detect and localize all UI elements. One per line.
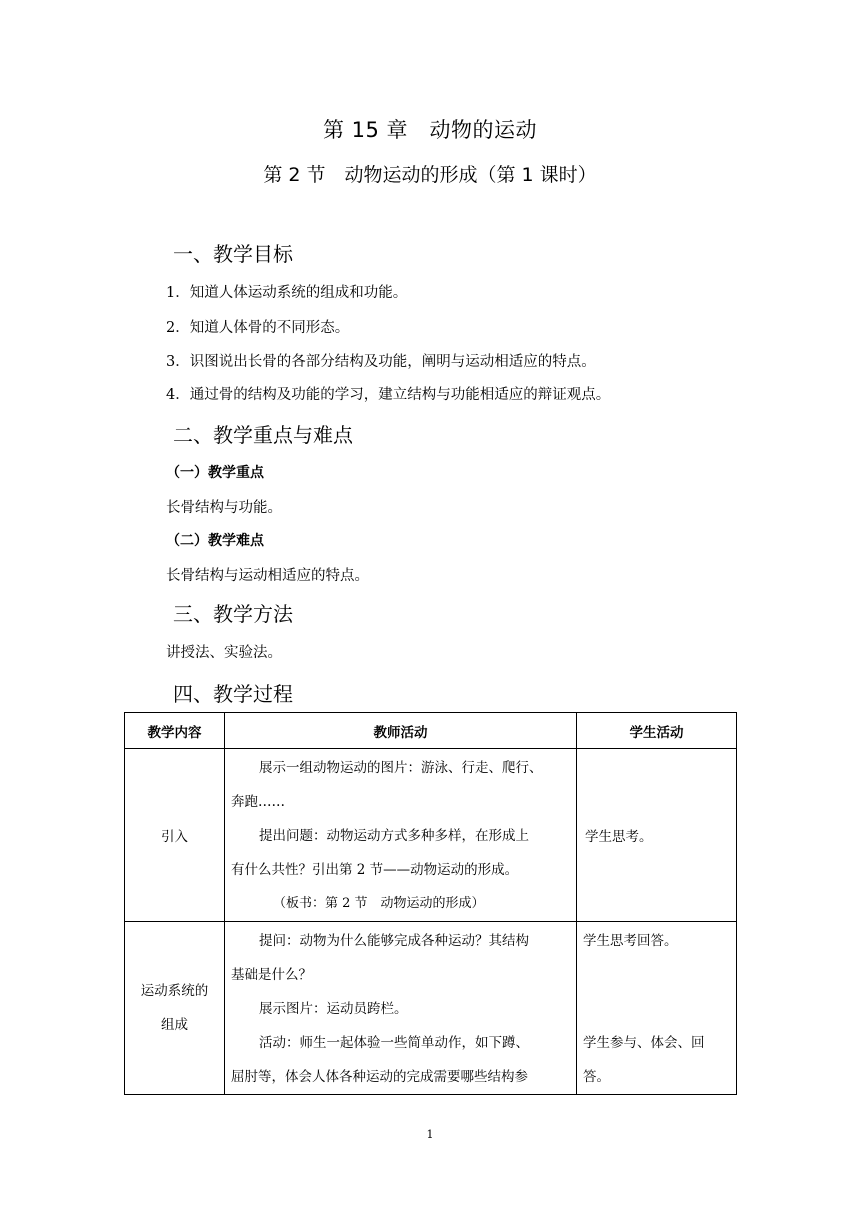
section-title: 第 2 节 动物运动的形成（第 1 课时） <box>263 164 597 186</box>
teacher-line: 活动：师生一起体验一些简单动作，如下蹲、 <box>259 1035 529 1051</box>
table-row <box>125 749 737 922</box>
student-line: 答。 <box>583 1069 610 1085</box>
teaching-process-table <box>124 712 737 1095</box>
student-line: 学生参与、体会、回 <box>583 1035 705 1051</box>
teacher-line: 展示图片：运动员跨栏。 <box>259 1001 408 1017</box>
subheading-difficulty: （二）教学难点 <box>166 533 264 549</box>
objective-item: 2．知道人体骨的不同形态。 <box>166 320 350 336</box>
teacher-line: 提出问题：动物运动方式多种多样，在形成上 <box>259 828 529 844</box>
student-line: 学生思考。 <box>585 829 653 845</box>
heading-methods: 三、教学方法 <box>173 602 293 626</box>
cell-teacher <box>225 922 577 1095</box>
teacher-line: 屈肘等，体会人体各种运动的完成需要哪些结构参 <box>231 1069 528 1085</box>
teacher-line: 提问：动物为什么能够完成各种运动？其结构 <box>259 933 529 949</box>
objective-item: 4．通过骨的结构及功能的学习，建立结构与功能相适应的辩证观点。 <box>166 387 611 403</box>
table-row <box>125 922 737 1095</box>
cell-teacher <box>225 749 577 922</box>
header-content: 教学内容 <box>125 713 225 749</box>
key-point-text: 长骨结构与功能。 <box>166 500 282 516</box>
content-line: 运动系统的 <box>140 983 209 999</box>
header-teacher: 教师活动 <box>225 713 577 749</box>
objective-item: 1．知道人体运动系统的组成和功能。 <box>166 285 408 301</box>
heading-objectives: 一、教学目标 <box>173 242 293 266</box>
difficulty-text: 长骨结构与运动相适应的特点。 <box>166 568 369 584</box>
cell-student <box>577 749 737 922</box>
chapter-title: 第 15 章 动物的运动 <box>322 118 538 142</box>
header-student: 学生活动 <box>577 713 737 749</box>
cell-student <box>577 922 737 1095</box>
teacher-line: 展示一组动物运动的图片：游泳、行走、爬行、 <box>259 760 543 776</box>
teacher-line: 有什么共性？引出第 2 节——动物运动的形成。 <box>231 862 519 878</box>
content-line: 组成 <box>161 1017 188 1033</box>
heading-process: 四、教学过程 <box>173 682 293 706</box>
teacher-line: （板书：第 2 节 动物运动的形成） <box>273 896 485 911</box>
heading-key-points: 二、教学重点与难点 <box>173 423 353 447</box>
teacher-line: 奔跑…… <box>231 794 285 810</box>
teacher-line: 基础是什么？ <box>231 967 312 983</box>
cell-content: 引入 <box>125 749 225 922</box>
subheading-key-point: （一）教学重点 <box>166 465 264 481</box>
cell-content <box>125 922 225 1095</box>
spacer <box>577 958 736 992</box>
page-number: 1 <box>426 1128 434 1141</box>
objective-item: 3．识图说出长骨的各部分结构及功能，阐明与运动相适应的特点。 <box>166 354 596 370</box>
methods-text: 讲授法、实验法。 <box>166 645 282 661</box>
student-line: 学生思考回答。 <box>583 933 678 949</box>
table-header-row <box>125 713 737 749</box>
spacer <box>577 992 736 1026</box>
